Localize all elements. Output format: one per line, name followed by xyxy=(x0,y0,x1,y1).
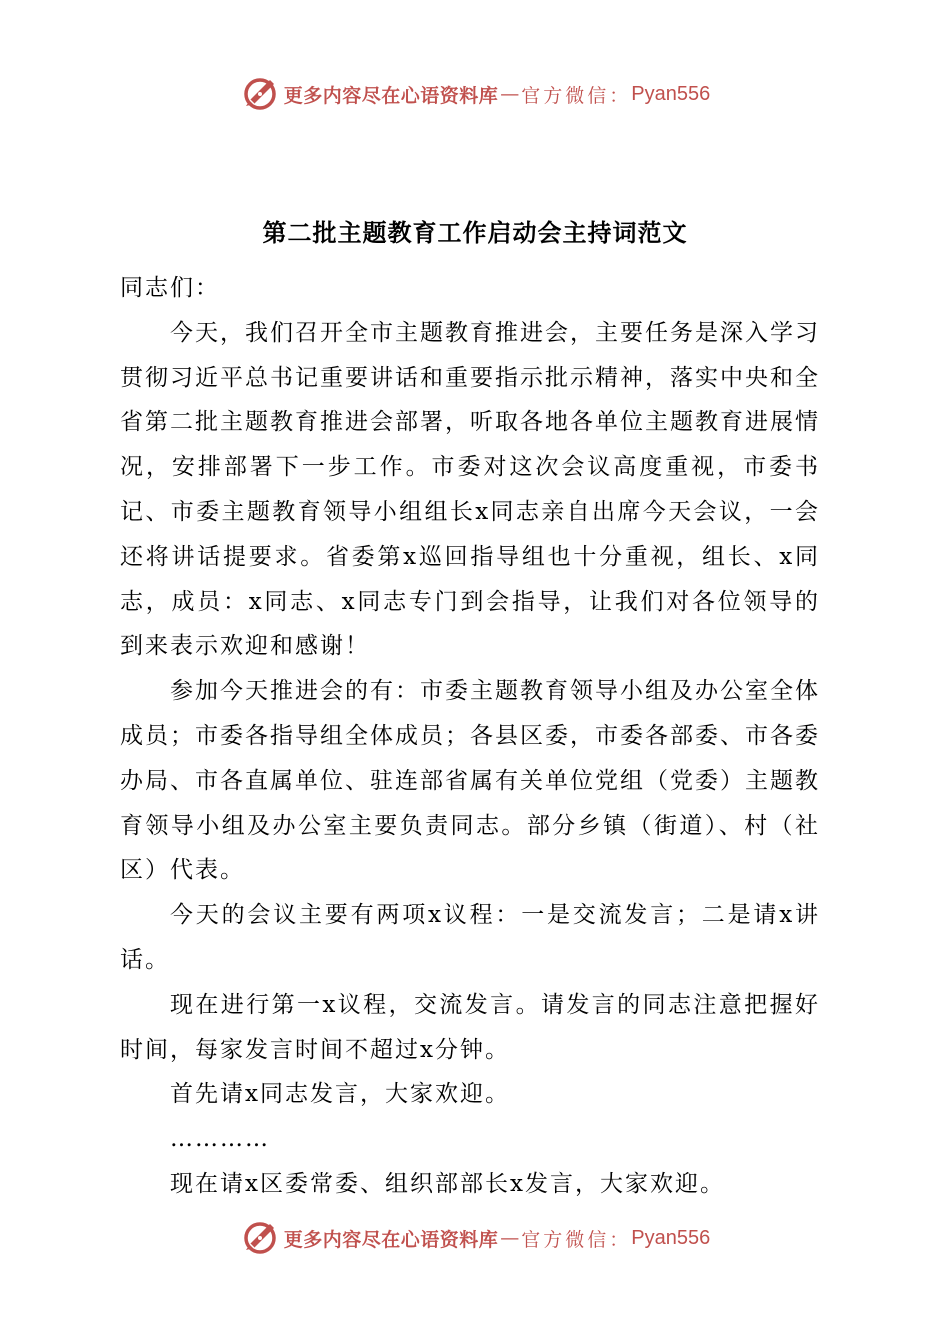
pen-logo-icon xyxy=(240,74,280,114)
footer-banner xyxy=(0,1218,950,1258)
paragraph-3: 今天的会议主要有两项x议程：一是交流发言；二是请x讲话。 xyxy=(120,902,820,973)
document-title: 第二批主题教育工作启动会主持词范文 xyxy=(262,218,688,247)
pen-logo-icon xyxy=(240,1218,280,1258)
header-banner xyxy=(0,74,950,114)
salutation: 同志们： xyxy=(120,275,220,301)
document-body xyxy=(120,266,820,1207)
banner-wechat-label: 官方微信： xyxy=(521,84,632,107)
banner-wechat-id: Pyan556 xyxy=(631,82,711,105)
paragraph-1: 今天，我们召开全市主题教育推进会，主要任务是深入学习贯彻习近平总书记重要讲话和重要指示批示精神，落实中央和全省第二批主题教育推进会部署，听取各地各单位主题教育进展情况，安排部署下一步工作。市委对这次会议高度重视，市委书记、市委主题教育领导小组组长x同志亲自出席今天会议，一会还将讲话提要求。省委第x巡回指导组也十分重视，组长、x同志，成员：x同志、x同志专门到会指导，让我们对各位领导的到来表示欢迎和感谢！ xyxy=(120,319,820,660)
banner-dash: — xyxy=(500,1227,520,1249)
paragraph-6: 现在请x区委常委、组织部部长x发言，大家欢迎。 xyxy=(170,1170,725,1197)
ellipsis: ………… xyxy=(170,1126,270,1153)
banner-main-text: 更多内容尽在心语资料库 xyxy=(283,1228,499,1251)
paragraph-5: 首先请x同志发言，大家欢迎。 xyxy=(170,1081,510,1108)
banner-wechat-id: Pyan556 xyxy=(631,1226,711,1249)
paragraph-4: 现在进行第一x议程，交流发言。请发言的同志注意把握好时间，每家发言时间不超过x分钟。 xyxy=(120,991,820,1063)
banner-wechat-label: 官方微信： xyxy=(521,1228,632,1251)
paragraph-2: 参加今天推进会的有：市委主题教育领导小组及办公室全体成员；市委各指导组全体成员；各县区委，市委各部委、市各委办局、市各直属单位、驻连部省属有关单位党组（党委）主题教育领导小组及办公室主要负责同志。部分乡镇（街道）、村（社区）代表。 xyxy=(120,678,820,884)
banner-main-text: 更多内容尽在心语资料库 xyxy=(283,84,499,107)
banner-dash: — xyxy=(500,83,520,105)
